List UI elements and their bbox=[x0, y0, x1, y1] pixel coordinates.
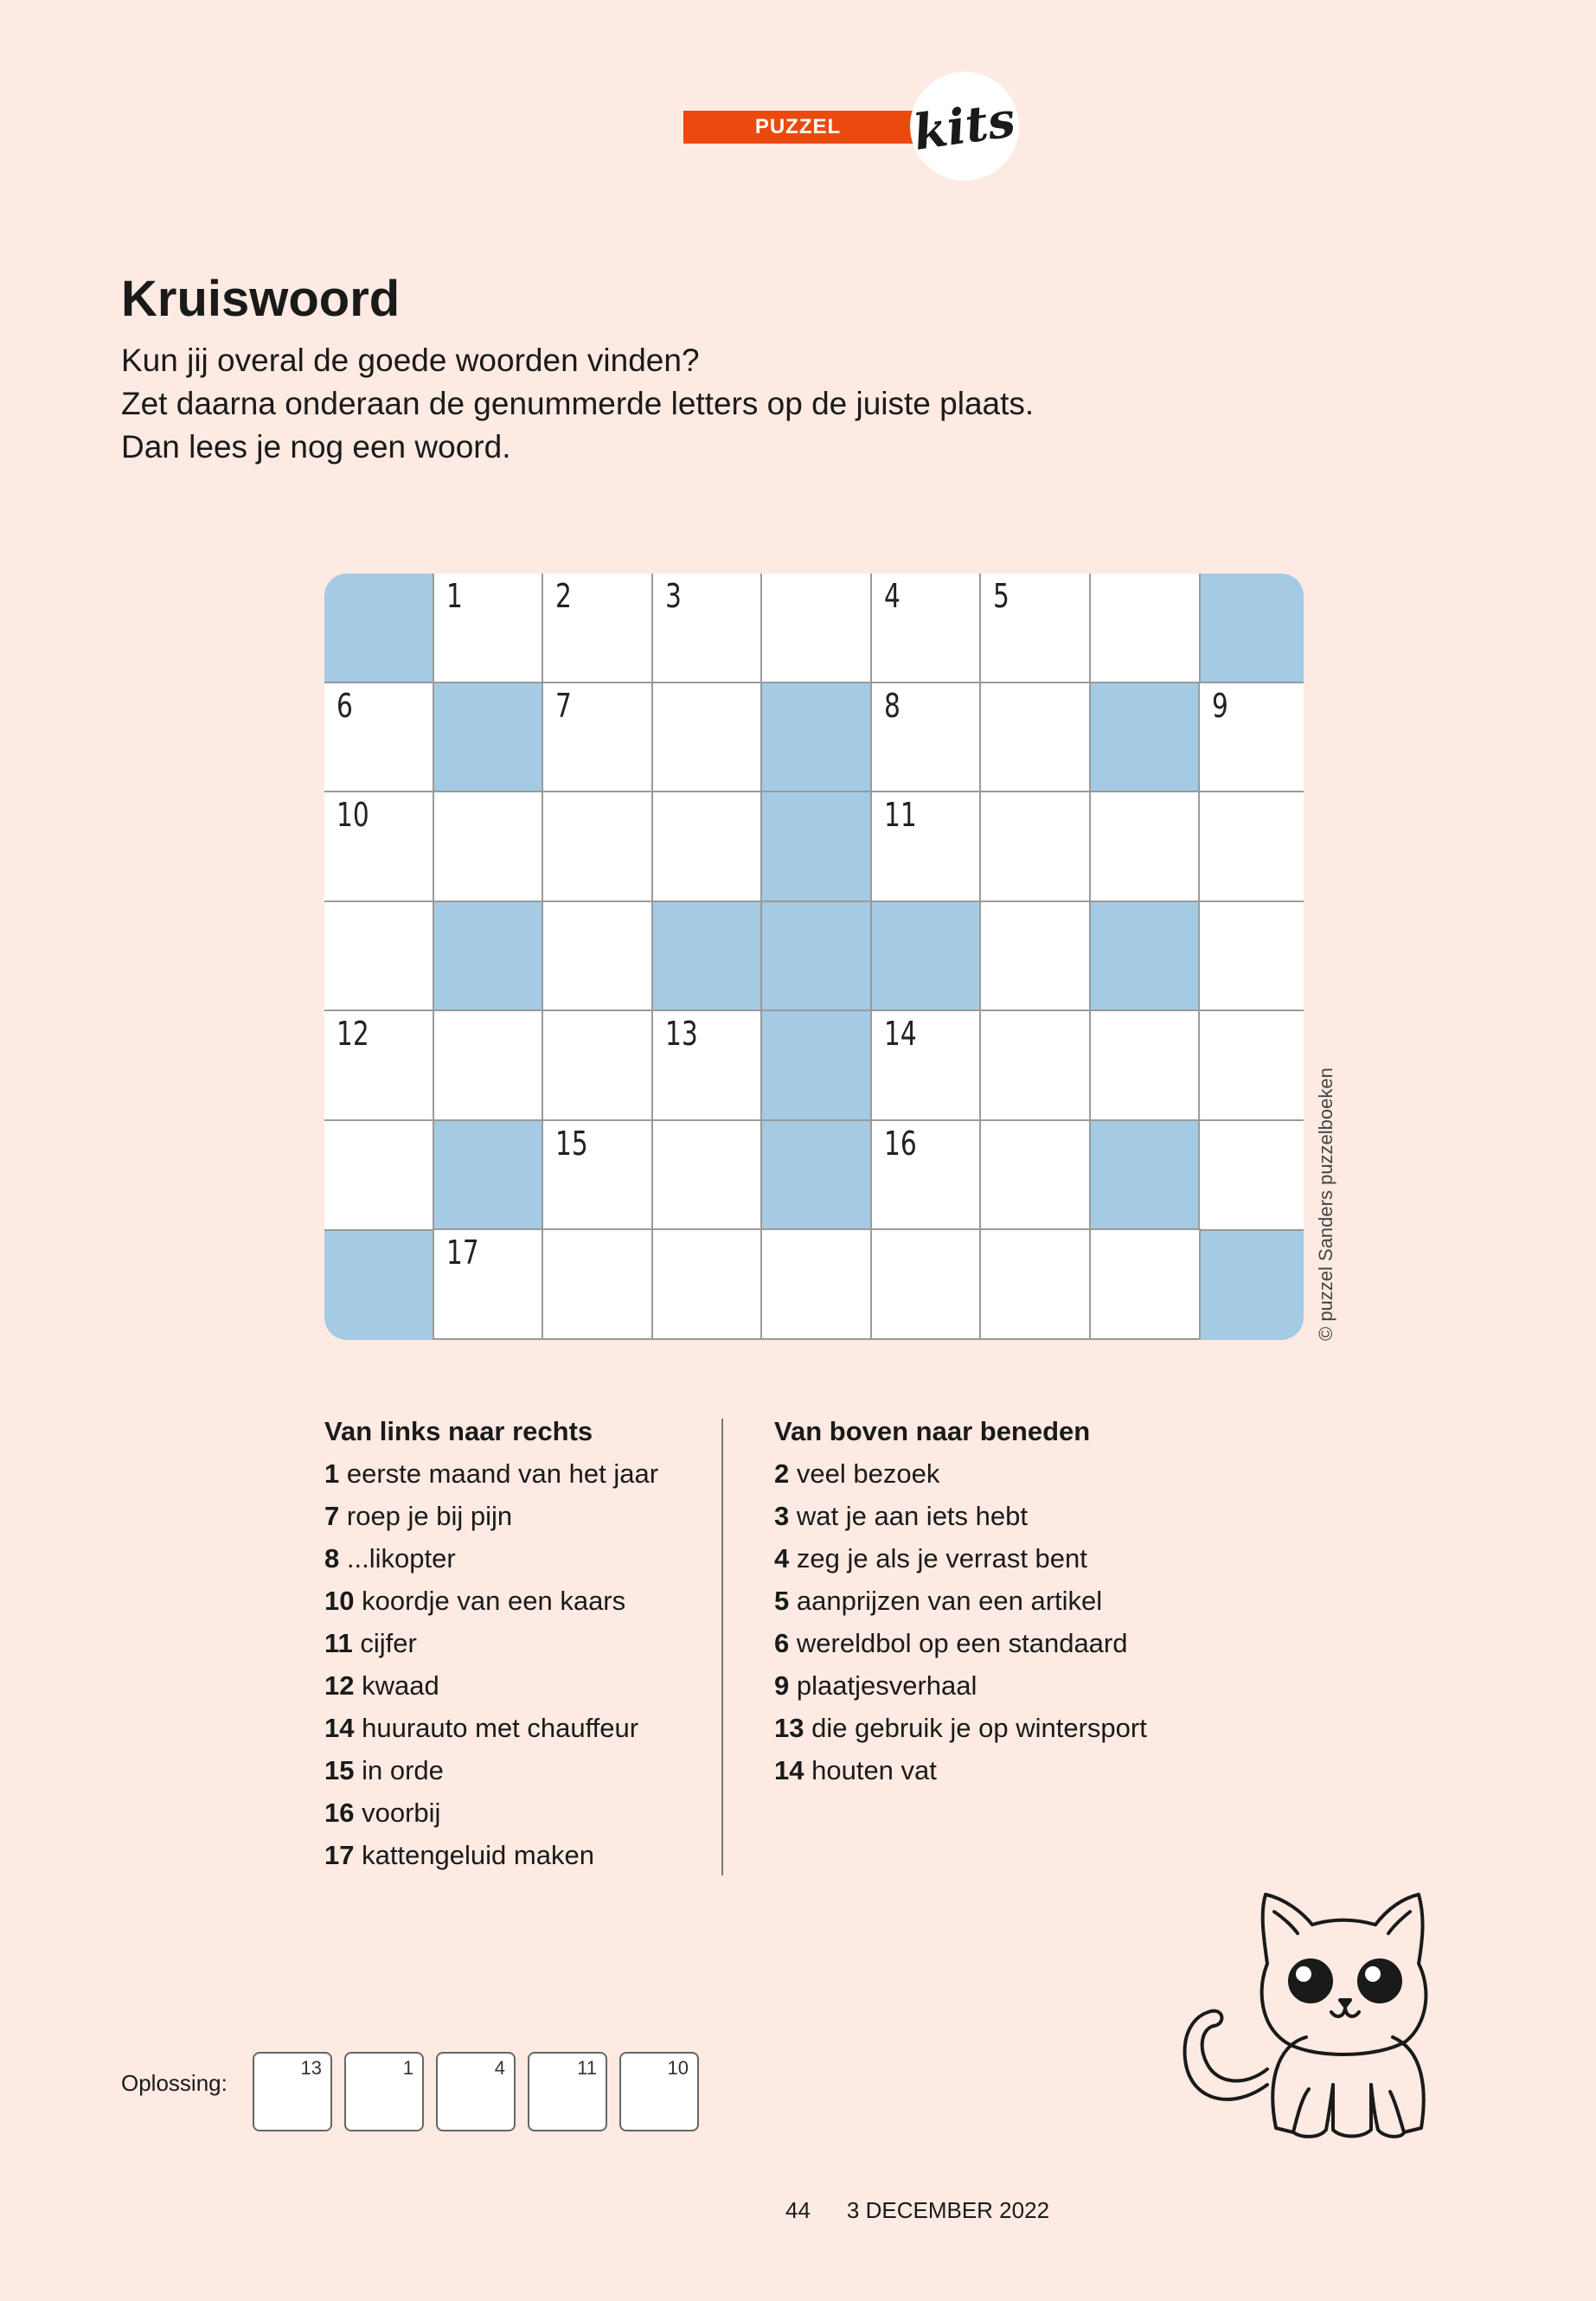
clue-number: 10 bbox=[324, 1586, 355, 1616]
grid-cell[interactable] bbox=[324, 683, 433, 792]
section-tag: PUZZEL bbox=[683, 111, 913, 144]
clue-number: 3 bbox=[774, 1501, 790, 1531]
clue-number: 17 bbox=[324, 1840, 355, 1870]
clue-number: 14 bbox=[324, 1713, 355, 1743]
puzzle-credit: © puzzel Sanders puzzelboeken bbox=[1315, 1067, 1336, 1341]
grid-cell[interactable] bbox=[872, 1011, 980, 1119]
grid-cell[interactable] bbox=[981, 1230, 1089, 1338]
clue-across bbox=[324, 1707, 658, 1749]
grid-cell-blocked bbox=[762, 1121, 870, 1229]
clue-number: 8 bbox=[324, 1543, 340, 1574]
grid-corner bbox=[1200, 574, 1304, 682]
clue-text: kattengeluid maken bbox=[362, 1840, 594, 1870]
grid-cell[interactable] bbox=[872, 683, 980, 792]
clue-text: zeg je als je verrast bent bbox=[796, 1543, 1087, 1574]
grid-corner bbox=[324, 1230, 433, 1338]
clue-text: roep je bij pijn bbox=[346, 1501, 513, 1531]
grid-cell-blocked bbox=[434, 1121, 542, 1229]
grid-cell[interactable] bbox=[872, 1121, 980, 1229]
grid-cell[interactable] bbox=[981, 792, 1089, 901]
grid-cell[interactable] bbox=[981, 1121, 1089, 1229]
clue-down bbox=[774, 1452, 1147, 1495]
solution-box[interactable] bbox=[528, 2052, 607, 2131]
grid-cell[interactable] bbox=[543, 1230, 651, 1338]
clue-text: veel bezoek bbox=[796, 1458, 940, 1489]
clue-down bbox=[774, 1707, 1147, 1749]
grid-cell[interactable] bbox=[434, 574, 542, 682]
solution-box-number: 4 bbox=[494, 2057, 505, 2079]
clue-across bbox=[324, 1834, 658, 1876]
grid-cell[interactable] bbox=[872, 574, 980, 682]
grid-cell-blocked bbox=[872, 902, 980, 1010]
grid-cell-blocked bbox=[1091, 902, 1199, 1010]
intro-line: Dan lees je nog een woord. bbox=[121, 429, 511, 465]
grid-cell[interactable] bbox=[653, 1230, 761, 1338]
grid-cell[interactable] bbox=[653, 574, 761, 682]
clue-down bbox=[774, 1664, 1147, 1707]
clue-number: 2 bbox=[774, 1458, 790, 1489]
grid-cell[interactable] bbox=[872, 1230, 980, 1338]
solution-box[interactable] bbox=[253, 2052, 332, 2131]
clue-down bbox=[774, 1537, 1147, 1580]
clue-number: 12 bbox=[324, 1670, 355, 1701]
grid-cell-blocked bbox=[762, 902, 870, 1010]
clues-down-title: Van boven naar beneden bbox=[774, 1416, 1091, 1446]
clue-across bbox=[324, 1537, 658, 1580]
clue-down bbox=[774, 1622, 1147, 1664]
clue-text: huurauto met chauffeur bbox=[362, 1713, 639, 1743]
grid-cell-number: 2 bbox=[555, 577, 572, 615]
grid-cell[interactable] bbox=[1200, 1011, 1304, 1119]
logo-text: kits bbox=[910, 91, 1019, 162]
grid-cell-blocked bbox=[762, 792, 870, 901]
solution-box[interactable] bbox=[344, 2052, 424, 2131]
grid-cell[interactable] bbox=[434, 1230, 542, 1338]
grid-cell[interactable] bbox=[543, 574, 651, 682]
page-number: 44 bbox=[785, 2197, 811, 2223]
clue-number: 6 bbox=[774, 1628, 790, 1658]
grid-cell[interactable] bbox=[1200, 1121, 1304, 1229]
grid-cell-number: 4 bbox=[883, 577, 901, 615]
intro-line: Zet daarna onderaan de genummerde letters op de juiste plaats. bbox=[121, 386, 1035, 421]
solution-box[interactable] bbox=[436, 2052, 516, 2131]
grid-cell-blocked bbox=[1091, 683, 1199, 792]
clue-across bbox=[324, 1791, 658, 1834]
grid-cell-number: 17 bbox=[445, 1234, 479, 1272]
solution-box[interactable] bbox=[619, 2052, 699, 2131]
clue-text: ...likopter bbox=[346, 1543, 456, 1574]
cat-illustration-icon bbox=[1163, 1851, 1462, 2150]
crossword-grid bbox=[324, 574, 1304, 1340]
clue-text: eerste maand van het jaar bbox=[346, 1458, 659, 1489]
grid-cell-number: 14 bbox=[883, 1015, 917, 1053]
clue-text: wat je aan iets hebt bbox=[796, 1501, 1028, 1531]
grid-cell-number: 13 bbox=[664, 1015, 698, 1053]
grid-cell[interactable] bbox=[324, 1121, 433, 1229]
clue-text: die gebruik je op wintersport bbox=[811, 1713, 1147, 1743]
clue-text: koordje van een kaars bbox=[362, 1586, 626, 1616]
clue-text: cijfer bbox=[360, 1628, 417, 1658]
grid-cell[interactable] bbox=[981, 683, 1089, 792]
clue-across bbox=[324, 1495, 658, 1537]
clues-across-title: Van links naar rechts bbox=[324, 1416, 593, 1446]
grid-cell[interactable] bbox=[653, 683, 761, 792]
clue-number: 5 bbox=[774, 1586, 790, 1616]
grid-cell-number: 12 bbox=[337, 1015, 369, 1053]
grid-cell-number: 7 bbox=[555, 686, 572, 725]
clues-down bbox=[774, 1410, 1147, 1791]
intro-line: Kun jij overal de goede woorden vinden? bbox=[121, 343, 700, 378]
grid-cell[interactable] bbox=[543, 683, 651, 792]
grid-cell[interactable] bbox=[1200, 792, 1304, 901]
clue-number: 11 bbox=[324, 1628, 353, 1658]
grid-cell-number: 5 bbox=[993, 577, 1010, 615]
grid-cell[interactable] bbox=[1091, 574, 1199, 682]
grid-cell[interactable] bbox=[1091, 1230, 1199, 1338]
clue-number: 4 bbox=[774, 1543, 790, 1574]
grid-corner bbox=[1200, 1230, 1304, 1338]
grid-cell[interactable] bbox=[543, 1011, 651, 1119]
grid-cell[interactable] bbox=[653, 1121, 761, 1229]
grid-cell[interactable] bbox=[324, 902, 433, 1010]
clue-number: 1 bbox=[324, 1458, 340, 1489]
clue-text: houten vat bbox=[811, 1755, 937, 1785]
clue-text: plaatjesverhaal bbox=[796, 1670, 977, 1701]
solution-box-number: 10 bbox=[667, 2057, 689, 2079]
grid-cell[interactable] bbox=[324, 1011, 433, 1119]
clue-text: in orde bbox=[362, 1755, 444, 1785]
grid-cell[interactable] bbox=[434, 792, 542, 901]
solution-label: Oplossing: bbox=[121, 2070, 228, 2096]
grid-cell-blocked bbox=[434, 902, 542, 1010]
grid-cell[interactable] bbox=[1200, 683, 1304, 792]
clue-down bbox=[774, 1495, 1147, 1537]
clue-across bbox=[324, 1664, 658, 1707]
grid-cell[interactable] bbox=[872, 792, 980, 901]
solution-box-number: 13 bbox=[300, 2057, 322, 2079]
clue-number: 15 bbox=[324, 1755, 355, 1785]
grid-cell[interactable] bbox=[1200, 902, 1304, 1010]
grid-corner bbox=[324, 574, 433, 682]
grid-cell[interactable] bbox=[981, 574, 1089, 682]
grid-cell-number: 1 bbox=[445, 577, 463, 615]
grid-cell[interactable] bbox=[1091, 792, 1199, 901]
clue-number: 9 bbox=[774, 1670, 790, 1701]
intro-text bbox=[121, 339, 1332, 469]
grid-cell-blocked bbox=[762, 683, 870, 792]
grid-cell-blocked bbox=[653, 902, 761, 1010]
clue-number: 16 bbox=[324, 1798, 355, 1828]
clue-down bbox=[774, 1749, 1147, 1791]
grid-cell[interactable] bbox=[543, 1121, 651, 1229]
page-footer bbox=[785, 2197, 1049, 2224]
grid-cell[interactable] bbox=[981, 1011, 1089, 1119]
clue-across bbox=[324, 1452, 658, 1495]
clue-number: 7 bbox=[324, 1501, 340, 1531]
grid-cell[interactable] bbox=[762, 574, 870, 682]
grid-cell[interactable] bbox=[1091, 1011, 1199, 1119]
clues-across bbox=[324, 1410, 658, 1876]
grid-cell-number: 8 bbox=[883, 686, 901, 725]
grid-cell-number: 16 bbox=[883, 1124, 917, 1163]
solution-box-number: 1 bbox=[402, 2057, 413, 2079]
grid-cell-number: 11 bbox=[883, 796, 917, 834]
grid-cell-number: 9 bbox=[1212, 686, 1228, 725]
page-title: Kruiswoord bbox=[121, 271, 401, 327]
clues-divider bbox=[721, 1419, 723, 1875]
grid-cell-number: 10 bbox=[337, 796, 369, 834]
clue-number: 13 bbox=[774, 1713, 804, 1743]
clue-text: voorbij bbox=[362, 1798, 441, 1828]
clue-text: wereldbol op een standaard bbox=[796, 1628, 1128, 1658]
grid-cell-blocked bbox=[762, 1011, 870, 1119]
grid-cell[interactable] bbox=[434, 1011, 542, 1119]
grid-cell-number: 15 bbox=[555, 1124, 588, 1163]
grid-cell[interactable] bbox=[981, 902, 1089, 1010]
clue-text: kwaad bbox=[362, 1670, 439, 1701]
grid-cell[interactable] bbox=[653, 792, 761, 901]
clue-down bbox=[774, 1580, 1147, 1622]
grid-cell-blocked bbox=[434, 683, 542, 792]
grid-cell[interactable] bbox=[324, 792, 433, 901]
grid-cell[interactable] bbox=[543, 902, 651, 1010]
grid-cell[interactable] bbox=[653, 1011, 761, 1119]
grid-cell[interactable] bbox=[543, 792, 651, 901]
clue-across bbox=[324, 1749, 658, 1791]
grid-cell-number: 6 bbox=[337, 686, 353, 725]
issue-date: 3 DECEMBER 2022 bbox=[846, 2197, 1050, 2223]
clue-across bbox=[324, 1622, 658, 1664]
grid-cell[interactable] bbox=[762, 1230, 870, 1338]
clue-number: 14 bbox=[774, 1755, 804, 1785]
grid-cell-blocked bbox=[1091, 1121, 1199, 1229]
solution-box-number: 11 bbox=[577, 2057, 597, 2079]
grid-cell-number: 3 bbox=[664, 577, 682, 615]
kits-logo bbox=[910, 72, 1019, 181]
clue-text: aanprijzen van een artikel bbox=[796, 1586, 1103, 1616]
clue-across bbox=[324, 1580, 658, 1622]
